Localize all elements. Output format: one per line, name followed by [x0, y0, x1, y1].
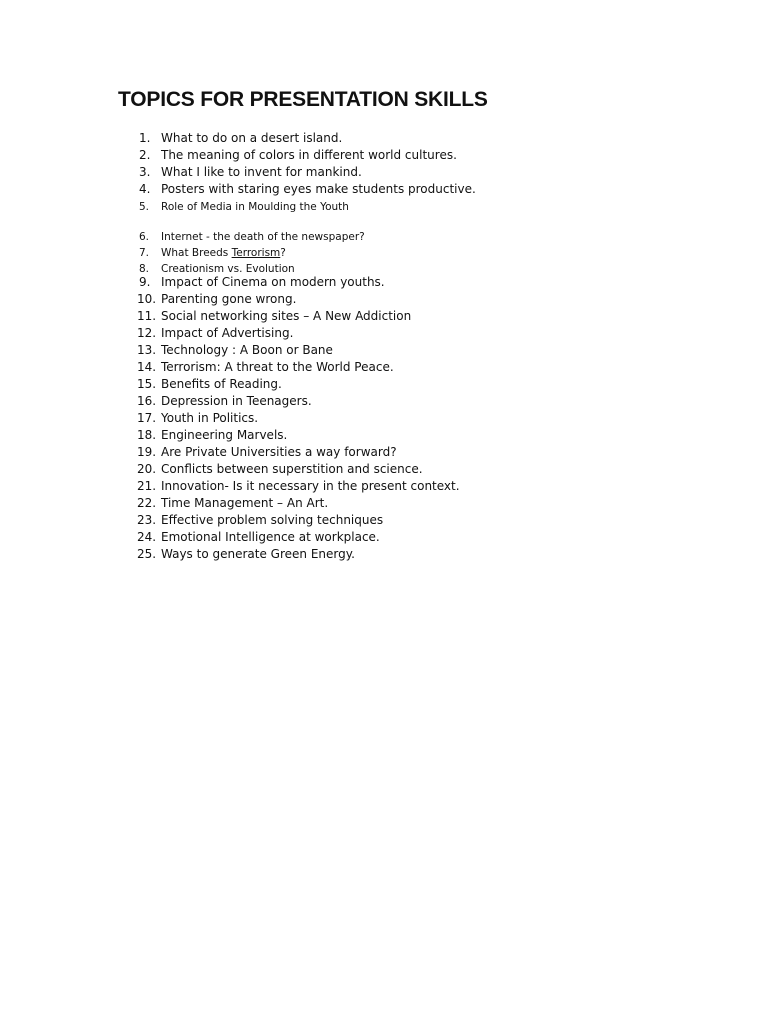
topic-text: Role of Media in Moulding the Youth	[161, 201, 349, 213]
topic-number: 3.	[139, 165, 151, 179]
topic-number: 17.	[137, 411, 157, 425]
topic-text: Conflicts between superstition and science.	[161, 462, 423, 476]
topic-number: 6.	[139, 231, 150, 243]
topic-number: 14.	[137, 360, 157, 374]
topic-text	[161, 245, 286, 262]
topic-text: Parenting gone wrong.	[161, 292, 297, 306]
topic-number: 15.	[137, 377, 157, 391]
page-title: TOPICS FOR PRESENTATION SKILLS	[118, 88, 488, 111]
topic-text: Emotional Intelligence at workplace.	[161, 530, 380, 544]
topic-number: 24.	[137, 530, 157, 544]
topic-text: Are Private Universities a way forward?	[161, 445, 397, 459]
topic-number: 12.	[137, 326, 157, 340]
topic-text: Impact of Advertising.	[161, 326, 294, 340]
topic-text-after: ?	[280, 247, 286, 259]
topic-text: Youth in Politics.	[161, 411, 259, 425]
topic-text: Creationism vs. Evolution	[161, 263, 295, 275]
topic-number: 4.	[139, 182, 151, 196]
topic-number: 10.	[137, 292, 157, 306]
topic-text: What to do on a desert island.	[161, 131, 343, 145]
topic-text: What I like to invent for mankind.	[161, 165, 362, 179]
topic-number: 8.	[139, 263, 150, 275]
topic-text: Internet - the death of the newspaper?	[161, 231, 365, 243]
topic-number: 21.	[137, 479, 157, 493]
topic-number: 11.	[137, 309, 157, 323]
terrorism-underlined-text: Terrorism	[231, 247, 281, 259]
topic-number: 20.	[137, 462, 157, 476]
topic-text-before: What Breeds	[161, 247, 232, 259]
topic-number: 22.	[137, 496, 157, 510]
topic-number: 1.	[139, 131, 151, 145]
topic-text: Technology : A Boon or Bane	[161, 343, 333, 357]
topic-number: 7.	[139, 247, 150, 259]
topic-number: 25.	[137, 547, 157, 561]
topic-text: Benefits of Reading.	[161, 377, 282, 391]
topic-number: 5.	[139, 201, 150, 213]
topic-text: Effective problem solving techniques	[161, 513, 384, 527]
topic-number: 13.	[137, 343, 157, 357]
topic-number: 2.	[139, 148, 151, 162]
topic-text: The meaning of colors in different world cultures.	[161, 148, 457, 162]
topic-number: 18.	[137, 428, 157, 442]
topic-text: Impact of Cinema on modern youths.	[161, 275, 385, 289]
topic-number: 9.	[139, 275, 151, 289]
topic-text: Innovation- Is it necessary in the present context.	[161, 479, 460, 493]
topic-number: 19.	[137, 445, 157, 459]
topic-number: 16.	[137, 394, 157, 408]
topic-number: 23.	[137, 513, 157, 527]
topic-text: Depression in Teenagers.	[161, 394, 312, 408]
topic-text: Social networking sites – A New Addiction	[161, 309, 412, 323]
topic-text: Time Management – An Art.	[161, 496, 329, 510]
topic-text: Ways to generate Green Energy.	[161, 547, 355, 561]
topic-text: Posters with staring eyes make students productive.	[161, 182, 476, 196]
topic-text: Engineering Marvels.	[161, 428, 288, 442]
topic-text: Terrorism: A threat to the World Peace.	[161, 360, 394, 374]
